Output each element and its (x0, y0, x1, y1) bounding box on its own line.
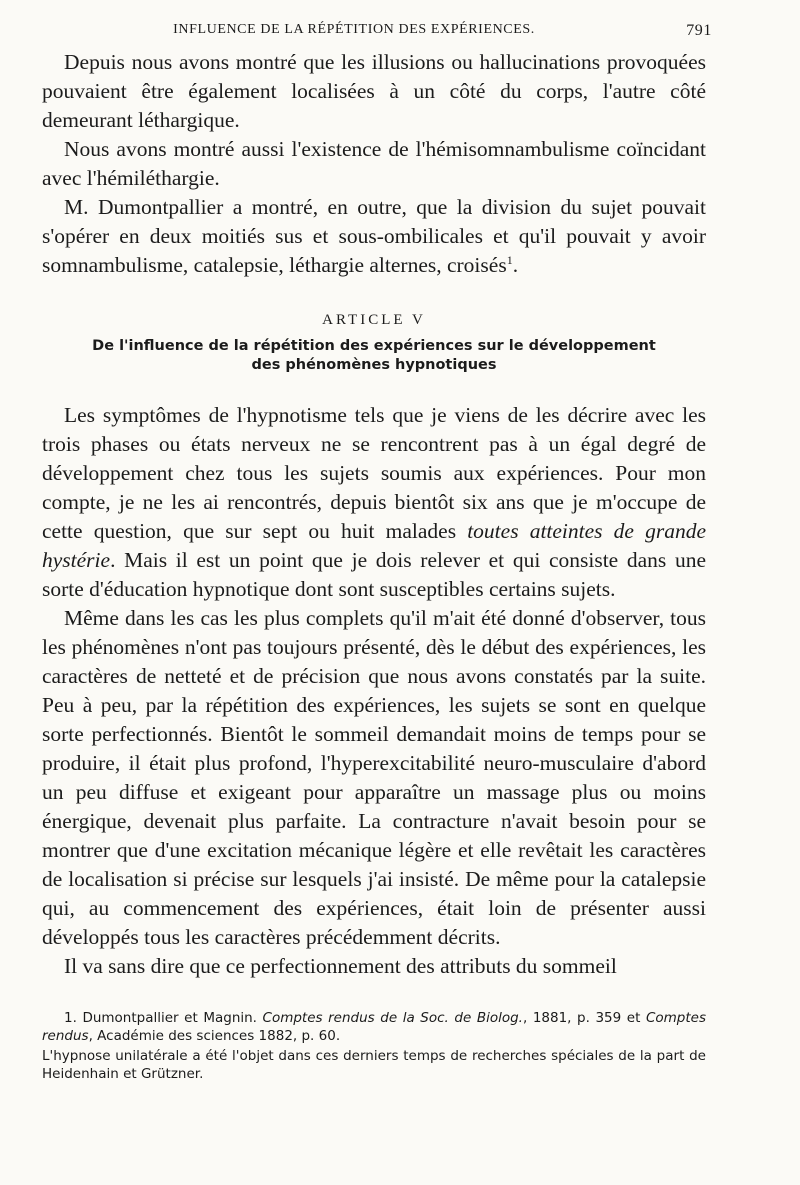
footnote-1 (42, 1009, 706, 1045)
page-number: 791 (686, 22, 712, 39)
paragraph-symptomes (42, 401, 706, 604)
paragraph-symptomes-part2: . Mais il est un point que je dois relever et qui consiste dans une sorte d'éducation hypnotique dont sont susceptibles certains sujets. (42, 548, 706, 601)
paragraph-hemisomnambulisme: Nous avons montré aussi l'existence de l'hémisomnambulisme coïncidant avec l'hémiléthargie. (42, 137, 706, 190)
footnote-1-journal: Comptes rendus de la Soc. de Biolog. (262, 1010, 523, 1026)
paragraph-symptomes-part1: Les symptômes de l'hypnotisme tels que je viens de les décrire avec les trois phases ou états nerveux ne se rencontrent pas à un égal degré de développement chez tous les sujets soumis aux expériences. Pour mon compte, je ne les ai rencontrés, depuis bientôt six ans que je m'occupe de cette question, que sur sept ou huit malades (42, 403, 706, 543)
page (42, 22, 712, 1083)
article-subheading (42, 337, 706, 375)
footnote-ref-1: 1 (506, 252, 513, 267)
paragraph-dumontpallier-text: M. Dumontpallier a montré, en outre, que la division du sujet pouvait s'opérer en deux moitiés sus et sous-ombilicales et qu'il pouvait y avoir somnambulisme, catalepsie, léthargie alternes, croisés (42, 195, 706, 277)
footnote-1-mid: , 1881, p. 359 et (522, 1010, 646, 1026)
footnote-1-end: , Académie des sciences 1882, p. 60. (88, 1028, 341, 1044)
paragraph-dumontpallier-end: . (512, 253, 519, 277)
article-subheading-line2: des phénomènes hypnotiques (251, 357, 497, 373)
paragraph-illusions: Depuis nous avons montré que les illusions ou hallucinations provoquées pouvaient être également localisées à un côté du corps, l'autre côté demeurant léthargique. (42, 50, 706, 132)
running-head-title: INFLUENCE DE LA RÉPÉTITION DES EXPÉRIENCES. (173, 22, 535, 37)
paragraph-perfectionnement: Même dans les cas les plus complets qu'il m'ait été donné d'observer, tous les phénomènes n'ont pas toujours présenté, dès le début des expériences, les caractères de netteté et de précision que nous avons constatés par la suite. Peu à peu, par la répétition des expériences, les sujets se sont en quelque sorte perfectionnés. Bientôt le sommeil demandait moins de temps pour se produire, il était plus profond, l'hyperexcitabilité neuro-musculaire d'abord un peu diffuse et exigeant pour apparaître un massage plus ou moins énergique, devenait plus parfaite. La contracture n'avait besoin pour se montrer que d'une excitation mécanique légère et elle revêtait les caractères de localisation si précise sur lesquels j'ai insisté. De même pour la catalepsie qui, au commencement des expériences, était loin de présenter aussi développés tous les caractères précédemment décrits. (42, 606, 706, 949)
paragraph-symptomes-italic: toutes atteintes de grande hystérie (42, 519, 706, 572)
running-head (42, 22, 712, 48)
footnote-1-journal2: Comptes rendus (42, 1010, 706, 1044)
paragraph-attributs: Il va sans dire que ce perfectionnement des attributs du sommeil (64, 954, 617, 978)
article-subheading-line1: De l'influence de la répétition des expériences sur le développement (92, 338, 656, 354)
article-heading: ARTICLE V (322, 312, 426, 328)
footnotes (42, 1009, 706, 1083)
footnote-1-authors: 1. Dumontpallier et Magnin. (64, 1010, 263, 1026)
footnote-2: L'hypnose unilatérale a été l'objet dans ces derniers temps de recherches spéciales de la part de Heidenhain et Grützner. (42, 1048, 706, 1082)
paragraph-dumontpallier (42, 193, 706, 280)
